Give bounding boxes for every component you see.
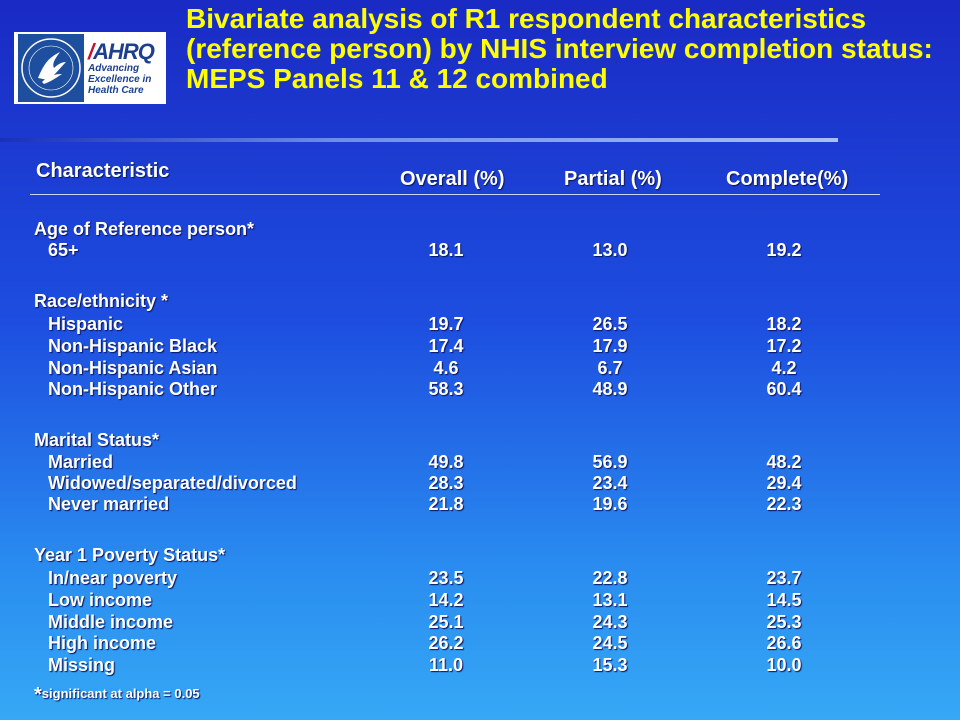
- row-label: Missing: [48, 655, 116, 675]
- table-row: [0, 589, 960, 611]
- overall-value: 21.8: [428, 494, 464, 514]
- ahrq-wordmark: /AHRQ: [88, 38, 154, 64]
- complete-value: 17.2: [766, 336, 802, 356]
- overall-value: 19.7: [428, 314, 464, 334]
- table-row: [0, 313, 960, 335]
- ahrq-tagline-2: Excellence in: [88, 73, 152, 85]
- header-overall: Overall (%): [400, 168, 505, 190]
- overall-value: 23.5: [428, 568, 464, 588]
- table-row: [0, 451, 960, 473]
- row-label: Widowed/separated/divorced: [48, 473, 297, 493]
- complete-value: 19.2: [766, 240, 802, 260]
- section-heading: [0, 290, 960, 312]
- logo-block: [14, 32, 166, 104]
- row-label: Non-Hispanic Black: [48, 336, 218, 356]
- complete-value: 29.4: [766, 473, 802, 493]
- section-heading-label: Race/ethnicity *: [34, 291, 169, 311]
- section-heading-label: Marital Status*: [34, 430, 160, 450]
- hhs-eagle-seal-icon: [18, 34, 84, 102]
- section-heading-label: Year 1 Poverty Status*: [34, 545, 226, 565]
- header-complete: Complete(%): [726, 168, 849, 190]
- table-row: [0, 239, 960, 261]
- header-partial: Partial (%): [564, 168, 662, 190]
- partial-value: 17.9: [592, 336, 628, 356]
- ahrq-logo: [88, 38, 154, 96]
- slide-title: Bivariate analysis of R1 respondent characteristics (reference person) by NHIS interview completion status: MEPS Panels 11 & 12 combined: [186, 3, 933, 94]
- overall-value: 25.1: [428, 612, 464, 632]
- footnote: [34, 684, 200, 707]
- complete-value: 26.6: [766, 633, 802, 653]
- overall-value: 14.2: [428, 590, 464, 610]
- complete-value: 18.2: [766, 314, 802, 334]
- partial-value: 23.4: [592, 473, 628, 493]
- complete-value: 22.3: [766, 494, 802, 514]
- table-row: [0, 611, 960, 633]
- row-label: Married: [48, 452, 114, 472]
- row-label: 65+: [48, 240, 79, 260]
- complete-value: 25.3: [766, 612, 802, 632]
- partial-value: 24.5: [592, 633, 628, 653]
- row-label: Hispanic: [48, 314, 124, 334]
- table-row: [0, 378, 960, 400]
- header-divider: [30, 194, 880, 195]
- partial-value: 26.5: [592, 314, 628, 334]
- section-heading: [0, 429, 960, 451]
- ahrq-tagline-1: Advancing: [88, 62, 140, 74]
- table-row: [0, 493, 960, 515]
- title-divider: [0, 138, 838, 142]
- partial-value: 13.0: [592, 240, 628, 260]
- overall-value: 18.1: [428, 240, 464, 260]
- complete-value: 4.2: [771, 358, 797, 378]
- complete-value: 23.7: [766, 568, 802, 588]
- row-label: In/near poverty: [48, 568, 178, 588]
- overall-value: 28.3: [428, 473, 464, 493]
- row-label: High income: [48, 633, 157, 653]
- section-heading: [0, 218, 960, 240]
- complete-value: 48.2: [766, 452, 802, 472]
- table-row: [0, 632, 960, 654]
- section-heading-label: Age of Reference person*: [34, 219, 255, 239]
- footnote-star: *: [34, 684, 42, 706]
- partial-value: 22.8: [592, 568, 628, 588]
- complete-value: 14.5: [766, 590, 802, 610]
- table-row: [0, 357, 960, 379]
- table-row: [0, 567, 960, 589]
- row-label: Non-Hispanic Asian: [48, 358, 218, 378]
- partial-value: 13.1: [592, 590, 628, 610]
- partial-value: 24.3: [592, 612, 628, 632]
- row-label: Low income: [48, 590, 153, 610]
- partial-value: 19.6: [592, 494, 628, 514]
- partial-value: 56.9: [592, 452, 628, 472]
- overall-value: 11.0: [428, 655, 464, 675]
- ahrq-tagline-3: Health Care: [88, 84, 144, 96]
- partial-value: 48.9: [592, 379, 628, 399]
- overall-value: 26.2: [428, 633, 464, 653]
- table-row: [0, 654, 960, 676]
- overall-value: 4.6: [433, 358, 459, 378]
- row-label: Middle income: [48, 612, 174, 632]
- overall-value: 58.3: [428, 379, 464, 399]
- header-characteristic: Characteristic: [36, 160, 170, 182]
- row-label: Non-Hispanic Other: [48, 379, 218, 399]
- row-label: Never married: [48, 494, 170, 514]
- table-row: [0, 335, 960, 357]
- overall-value: 49.8: [428, 452, 464, 472]
- complete-value: 10.0: [766, 655, 802, 675]
- complete-value: 60.4: [766, 379, 802, 399]
- overall-value: 17.4: [428, 336, 464, 356]
- section-heading: [0, 544, 960, 566]
- partial-value: 6.7: [597, 358, 623, 378]
- table-row: [0, 472, 960, 494]
- footnote-text: significant at alpha = 0.05: [41, 686, 200, 701]
- partial-value: 15.3: [592, 655, 628, 675]
